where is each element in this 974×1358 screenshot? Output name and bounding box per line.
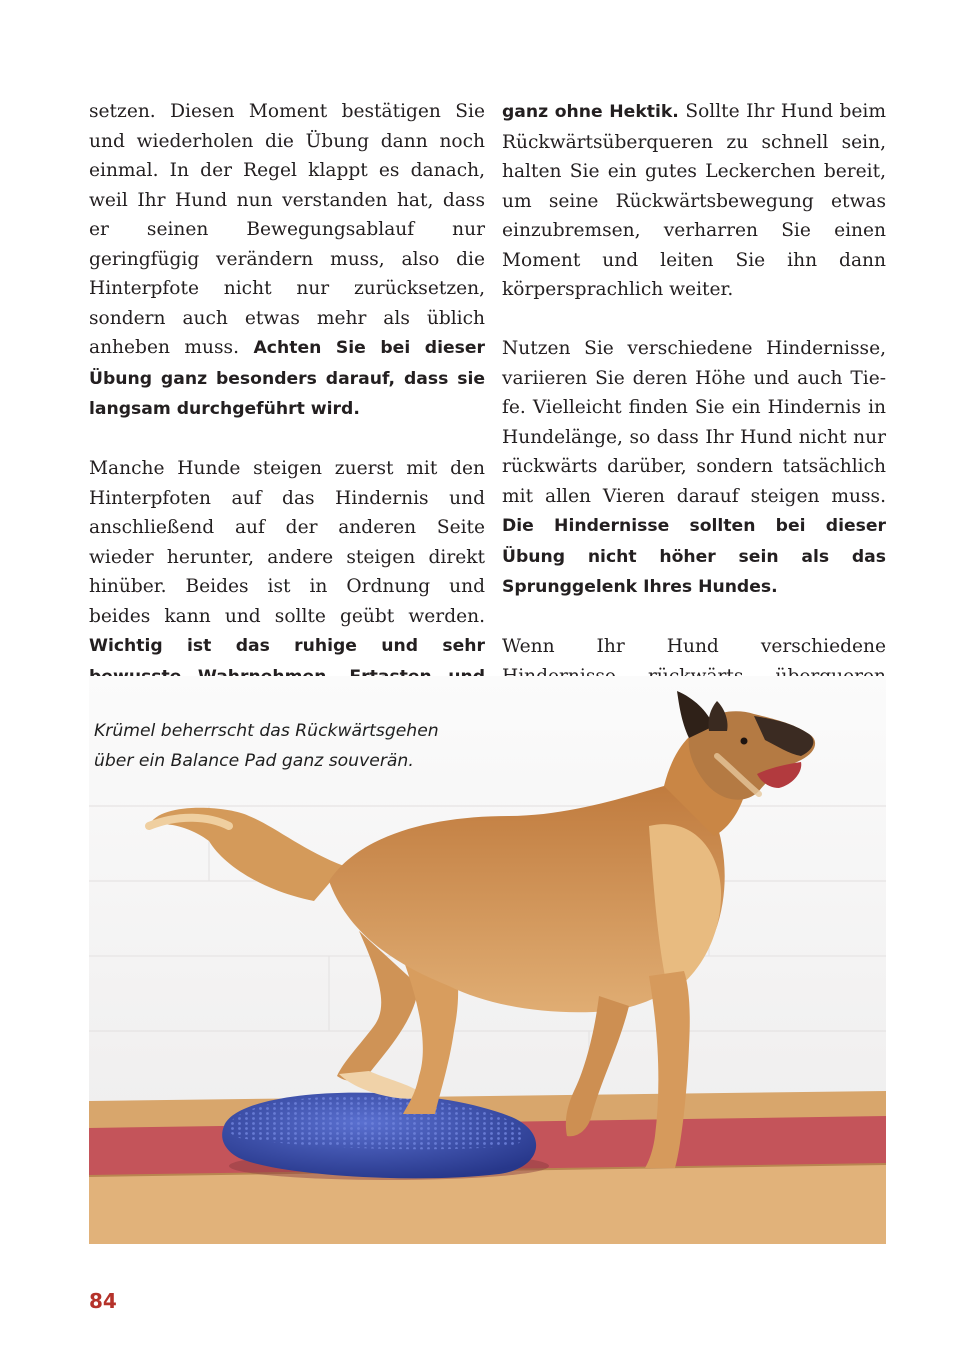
caption-line-2: über ein Balance Pad ganz souverän. (94, 751, 414, 771)
right-p2-bold: Die Hindernisse sollten bei dieser Übung nicht höher sein als das Sprunggelenk Ihres Hundes. (502, 516, 886, 597)
left-p2-text: Manche Hunde steigen zuerst mit den Hinterpfoten auf das Hindernis und anschließend auf der anderen Seite wieder herunter, andere steigen direkt hinüber. Beides ist in Ordnung und beides kann und sollte geübt werden. (89, 458, 485, 627)
right-p1-text: Sollte Ihr Hund beim Rückwärtsüberqueren zu schnell sein, halten Sie ein gutes Leckerchen bereit, um seine Rückwärtsbewegung etwas einzubremsen, verharren Sie einen Moment und leiten Sie ihn dann körpersprachlich weiter. (502, 101, 886, 300)
left-paragraph-1 (89, 97, 485, 425)
caption-line-1: Krümel beherrscht das Rückwärtsgehen (94, 721, 439, 741)
dog-eye (741, 738, 748, 745)
right-paragraph-2 (502, 334, 886, 603)
right-p2-text: Nutzen Sie verschiedene Hindernisse, variieren Sie deren Höhe und auch Tiefe. Vielleicht finden Sie ein Hindernis in Hundelänge, so dass Ihr Hund nicht nur rückwärts darüber, sondern tatsächlich mit allen Vieren darauf steigen muss. (502, 338, 886, 507)
right-p3-text: Wenn Ihr Hund verschiedene (502, 636, 886, 657)
left-p1-bold: Achten Sie bei dieser Übung ganz besonders darauf, dass sie langsam durchgeführt wird. (89, 338, 485, 419)
photo-caption (94, 716, 474, 776)
page-number: 84 (89, 1289, 117, 1313)
right-p1-bold: ganz ohne Hektik. (502, 102, 679, 122)
left-p2-bold: Wichtig ist das ruhige und sehr (89, 636, 485, 656)
right-text-column (502, 97, 886, 721)
left-p1-text: setzen. Diesen Moment bestätigen Sie und wiederholen die Übung dann noch einmal. In der Regel klappt es danach, weil Ihr Hund nun verstanden hat, dass er seinen Bewegungsablauf nur geringfügig verändern muss, also die Hinterpfote nicht nur zurücksetzen, sondern auch etwas mehr als üblich anheben muss. (89, 101, 485, 358)
left-text-column (89, 97, 485, 723)
right-paragraph-1 (502, 97, 886, 305)
